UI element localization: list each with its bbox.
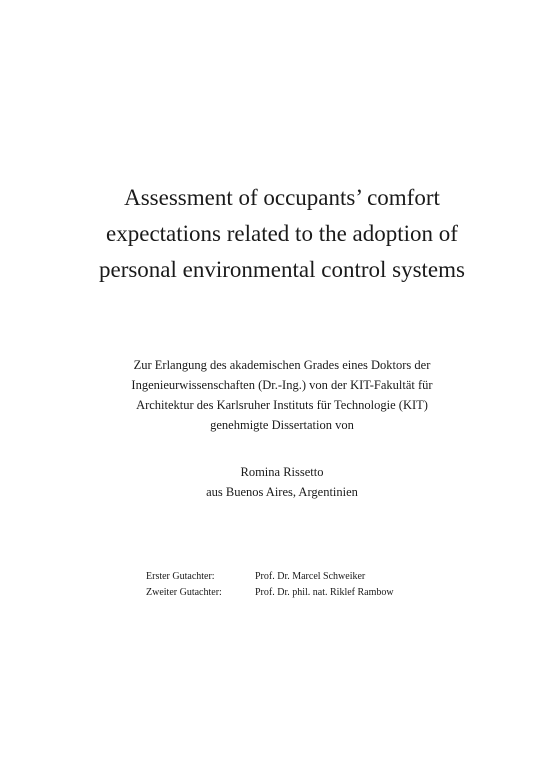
thesis-title: [60, 180, 504, 288]
reviewer-role: Zweiter Gutachter:: [146, 587, 222, 598]
author-origin: aus Buenos Aires, Argentinien: [206, 485, 358, 499]
reviewer-row: [146, 585, 394, 601]
reviewers-block: [146, 569, 394, 601]
reviewer-role: Erster Gutachter:: [146, 571, 215, 582]
degree-statement-line-1: Zur Erlangung des akademischen Grades eines Doktors der: [133, 358, 431, 372]
thesis-title-line-3: personal environmental control systems: [98, 257, 465, 282]
degree-statement-line-4: genehmigte Dissertation von: [210, 418, 354, 432]
thesis-title-line-1: Assessment of occupants’ comfort: [124, 185, 440, 210]
degree-statement-line-2: Ingenieurwissenschaften (Dr.-Ing.) von der KIT-Fakultät für: [131, 378, 433, 392]
reviewer-name: Prof. Dr. Marcel Schweiker: [255, 571, 366, 582]
degree-statement: [60, 355, 504, 435]
degree-statement-line-3: Architektur des Karlsruher Instituts für Technologie (KIT): [136, 398, 428, 412]
author-block: [60, 462, 504, 502]
reviewer-name: Prof. Dr. phil. nat. Riklef Rambow: [255, 587, 394, 598]
thesis-title-line-2: expectations related to the adoption of: [106, 221, 458, 246]
author-name: Romina Rissetto: [240, 465, 324, 479]
reviewer-row: [146, 569, 394, 585]
